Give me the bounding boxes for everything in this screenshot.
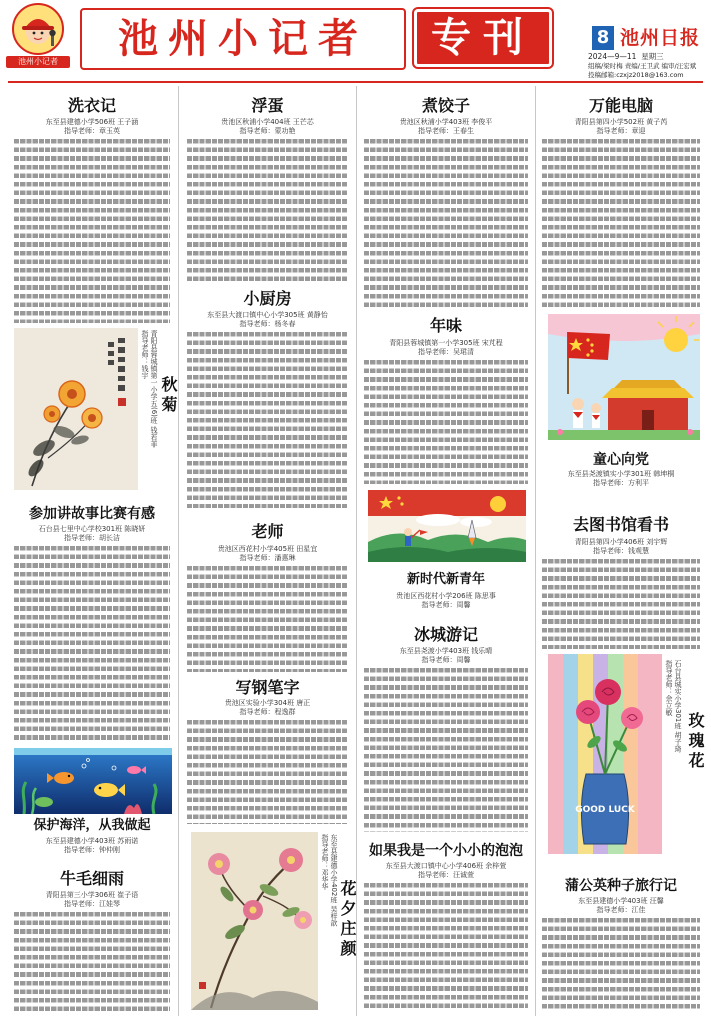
article-author: 石台县七里中心学校301班 陈晓妍: [38, 525, 146, 533]
article-author: 青阳县第三小学306班 崔子语: [45, 891, 139, 899]
article-author: 东至县建德小学506班 王子涵: [45, 118, 139, 126]
article-teacher: 指导老师：杨冬春: [239, 320, 296, 328]
article-title: 老师: [251, 522, 284, 541]
logo-caption: 池州小记者: [6, 56, 70, 68]
column-divider: [535, 86, 536, 1016]
column-divider: [178, 86, 179, 1016]
article-teacher: 指导老师：周馨: [421, 656, 471, 664]
article-teacher: 指导老师：王春生: [418, 127, 474, 135]
header-divider: [8, 81, 703, 83]
artwork-title: 秋菊: [159, 376, 178, 416]
artwork-teacher: 指导老师：钱宇: [141, 330, 149, 379]
article-teacher: 指导老师：钱观慧: [593, 547, 649, 555]
ocean-painting: [14, 748, 172, 814]
article-teacher: 指导老师：江佳: [596, 906, 646, 914]
article-body: [14, 139, 170, 323]
article-author: 贵池区西花村小学405班 田星宜: [217, 545, 318, 553]
artwork-author: 东至县建德小学403班 苏雨诺: [45, 837, 139, 845]
newspaper-name: 池州日报: [620, 27, 701, 49]
artwork-title: 玫瑰花: [686, 712, 705, 772]
artwork-teacher: 指导老师：钟仲刚: [64, 846, 120, 854]
article-title: 冰城游记: [413, 625, 478, 644]
artwork-credit: [140, 330, 158, 490]
article-author: 东至县大渡口镇中心小学406班 余梓萱: [385, 862, 507, 870]
article-teacher: 指导老师：章玉英: [64, 127, 120, 135]
page-title: 池州小记者: [80, 8, 406, 70]
special-edition-tag: 专刊: [414, 9, 552, 67]
article-author: 青阳县蓉城镇第一小学305班 宋芃程: [389, 339, 503, 347]
article-title: 蒲公英种子旅行记: [565, 878, 677, 894]
article-title: 去图书馆看书: [572, 515, 669, 534]
editor-credits: 组稿/梁时梅 责编/王卫武 编审/汪宏斌: [588, 62, 697, 70]
article-title: 洗衣记: [67, 96, 116, 115]
article-body: [364, 668, 528, 832]
artwork-title: 新时代新青年: [406, 572, 485, 587]
artwork-credit: [664, 660, 682, 850]
article-body: [187, 566, 348, 672]
flower-painting: [191, 832, 318, 1010]
children-party-painting: [548, 314, 700, 440]
article-body: [14, 546, 170, 741]
article-body: [364, 360, 528, 484]
artwork-teacher: 指导老师：方利平: [593, 479, 649, 487]
chrysanthemum-painting: [14, 328, 138, 490]
article-teacher: 指导老师：程逸群: [239, 708, 296, 716]
artwork-teacher: 指导老师：余立敏: [665, 660, 673, 716]
issue-weekday: 星期三: [641, 52, 664, 61]
article-body: [364, 139, 528, 307]
article-author: 贵池区秋浦小学404班 王芒芯: [221, 118, 314, 126]
article-teacher: 指导老师：汪诚萱: [418, 871, 474, 879]
page-number: 8: [592, 26, 614, 50]
article-body: [187, 332, 348, 508]
article-body: [187, 139, 348, 283]
artwork-title: 保护海洋，从我做起: [33, 818, 151, 833]
article-author: 青阳县第四小学502班 黄子芮: [574, 118, 668, 126]
issue-date: 2024—9—11: [588, 52, 637, 61]
artwork-author: 青阳县蓉城镇第一小学五(6)班 钱若菲: [150, 330, 158, 448]
article-author: 东至县建德小学403班 汪馨: [578, 897, 664, 905]
article-teacher: 指导老师：胡长洁: [64, 534, 120, 542]
article-title: 年味: [429, 316, 462, 335]
artwork-author: 东至县尧渡镇实小学301班 韩坤桐: [567, 470, 675, 478]
article-author: 青阳县第四小学406班 刘宇辉: [574, 538, 668, 546]
article-title: 写钢笔字: [235, 678, 300, 697]
article-teacher: 指导老师：江娃琴: [64, 900, 120, 908]
roses-painting: [548, 654, 662, 854]
article-body: [364, 883, 528, 1012]
artwork-author: 贵池区西花村小学206班 陈思事: [396, 592, 496, 600]
artwork-title: 花夕庄颜: [338, 880, 357, 960]
article-teacher: 指导老师：蒙功艳: [239, 127, 296, 135]
article-title: 煮饺子: [421, 96, 470, 115]
article-title: 万能电脑: [588, 96, 653, 115]
column-divider: [356, 86, 357, 1016]
artwork-author: 石台县城实小学301班 胡子琦: [674, 660, 682, 753]
reporter-mascot-logo-icon: [6, 2, 70, 56]
article-title: 小厨房: [243, 289, 292, 308]
article-title: 浮蛋: [251, 96, 284, 115]
issue-date-line: [588, 52, 664, 61]
article-teacher: 指导老师：吴珺清: [418, 348, 474, 356]
article-title: 如果我是一个小小的泡泡: [369, 843, 523, 859]
submission-email: 投稿邮箱:czxjz2018@163.com: [588, 71, 684, 79]
article-title: 牛毛细雨: [59, 869, 124, 888]
artwork-teacher: 指导老师：邓华华: [321, 834, 329, 890]
article-body: [542, 559, 700, 649]
painting-inscription: GOOD LUCK: [575, 805, 635, 815]
article-author: 贵池区实验小学304班 唐正: [224, 699, 311, 707]
article-body: [542, 139, 700, 309]
article-body: [14, 912, 170, 1012]
article-title: 参加讲故事比赛有感: [29, 506, 155, 522]
artwork-title: 童心向党: [593, 452, 649, 468]
article-author: 贵池区秋浦小学403班 李俊平: [399, 118, 493, 126]
new-era-youth-painting: [368, 490, 526, 562]
article-author: 东至县尧渡小学403班 钱乐晴: [399, 647, 493, 655]
article-author: 东至县大渡口镇中心小学305班 黄静怡: [207, 311, 328, 319]
artwork-author: 东至县建德小学402班 吴梓歆: [330, 834, 338, 927]
article-body: [542, 918, 700, 1012]
article-teacher: 指导老师：潘惠琳: [239, 554, 296, 562]
article-body: [187, 720, 348, 824]
article-teacher: 指导老师：章迎: [596, 127, 646, 135]
artwork-teacher: 指导老师：周馨: [421, 601, 471, 609]
